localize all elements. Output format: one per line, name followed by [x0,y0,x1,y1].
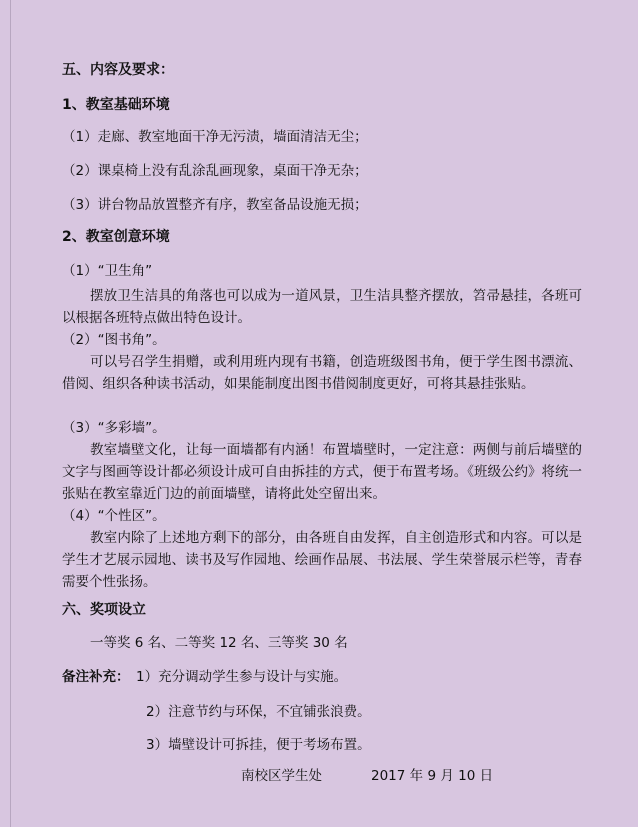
issue-date: 2017 年 9 月 10 日 [371,768,494,784]
subsection-1-heading: 1、教室基础环境 [62,97,170,113]
requirement-item-2: （2）课桌椅上没有乱涂乱画现象，桌面干净无杂； [62,163,368,179]
corner-1-text: 摆放卫生洁具的角落也可以成为一道风景，卫生洁具整齐摆放，笤帚悬挂，各班可以根据各班特点做出特色设计。 [62,288,582,326]
requirement-item-3: （3）讲台物品放置整齐有序，教室备品设施无损； [62,197,368,213]
corner-3-title: （3）“多彩墙”。 [62,420,166,436]
page-border [10,0,11,827]
requirement-item-1: （1）走廊、教室地面干净无污渍，墙面清洁无尘； [62,129,368,145]
corner-2-title: （2）“图书角”。 [62,332,166,348]
awards-text: 一等奖 6 名、二等奖 12 名、三等奖 30 名 [90,635,348,651]
issuer-office: 南校区学生处 [241,768,322,784]
corner-1-title: （1）“卫生角” [62,263,153,279]
notes-label: 备注补充： [62,669,130,685]
corner-4-text: 教室内除了上述地方剩下的部分，由各班自由发挥，自主创造形式和内容。可以是学生才艺展示园地、读书及写作园地、绘画作品展、书法展、学生荣誉展示栏等，青春需要个性张扬。 [62,530,582,590]
note-item-1: 1）充分调动学生参与设计与实施。 [136,669,348,685]
corner-3-text: 教室墙壁文化，让每一面墙都有内涵！布置墙壁时，一定注意：两侧与前后墙壁的文字与图画等设计都必须设计成可自由拆挂的方式，便于布置考场。《班级公约》将统一张贴在教室靠近门边的前面墙壁，请将此处空留出来。 [62,442,582,502]
note-item-3: 3）墙壁设计可拆挂，便于考场布置。 [146,737,371,753]
section-6-heading: 六、奖项设立 [62,602,146,618]
corner-2-text: 可以号召学生捐赠，或利用班内现有书籍，创造班级图书角，便于学生图书漂流、借阅、组织各种读书活动，如果能制度出图书借阅制度更好，可将其悬挂张贴。 [62,354,582,392]
subsection-2-heading: 2、教室创意环境 [62,229,170,245]
section-5-heading: 五、内容及要求： [62,62,174,78]
note-item-2: 2）注意节约与环保，不宜铺张浪费。 [146,704,371,720]
corner-4-title: （4）“个性区”。 [62,508,166,524]
